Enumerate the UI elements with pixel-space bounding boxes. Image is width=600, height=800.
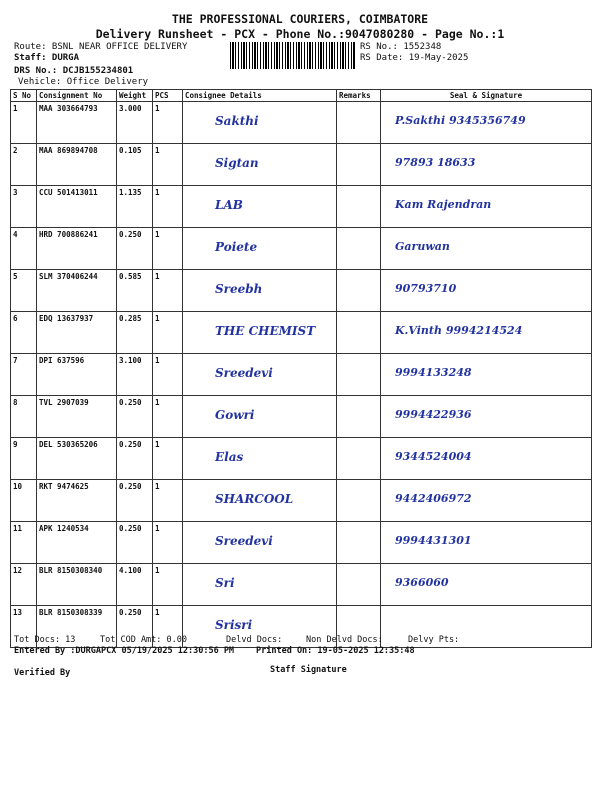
pcs-cell — [153, 270, 183, 312]
pcs-cell — [153, 438, 183, 480]
table-row — [11, 480, 592, 522]
table-row — [11, 522, 592, 564]
sno-text: 13 — [13, 608, 23, 617]
sno-cell — [11, 438, 37, 480]
consignee-cell — [183, 396, 337, 438]
consignment-cell — [37, 396, 117, 438]
sno-text: 6 — [13, 314, 18, 323]
remarks-cell — [337, 354, 381, 396]
pcs-text: 1 — [155, 566, 160, 575]
handwritten-signature: 9366060 — [395, 576, 449, 589]
col-sno: S No — [11, 90, 37, 102]
consignment-cell — [37, 564, 117, 606]
table-row — [11, 228, 592, 270]
signature-cell — [381, 564, 592, 606]
table-row — [11, 438, 592, 480]
handwritten-consignee: LAB — [215, 198, 243, 212]
weight-cell — [117, 102, 153, 144]
table-header-row — [11, 90, 592, 102]
col-weight: Weight — [117, 90, 153, 102]
table-row — [11, 312, 592, 354]
remarks-cell — [337, 186, 381, 228]
consignment-cell — [37, 522, 117, 564]
sno-text: 3 — [13, 188, 18, 197]
pcs-text: 1 — [155, 146, 160, 155]
total-cod: Tot COD Amt: 0.00 — [100, 635, 187, 645]
consignee-cell — [183, 228, 337, 270]
sno-cell — [11, 144, 37, 186]
weight-cell — [117, 480, 153, 522]
weight-cell — [117, 396, 153, 438]
weight-text: 0.250 — [119, 398, 142, 407]
consignment-text: RKT 9474625 — [39, 482, 89, 491]
handwritten-signature: 90793710 — [395, 282, 457, 295]
remarks-cell — [337, 228, 381, 270]
handwritten-consignee: Elas — [215, 450, 244, 464]
pcs-text: 1 — [155, 482, 160, 491]
handwritten-signature: K.Vinth 9994214524 — [395, 324, 523, 337]
runsheet-table — [10, 89, 592, 648]
consignee-cell — [183, 522, 337, 564]
consignment-text: EDQ 13637937 — [39, 314, 94, 323]
sno-text: 7 — [13, 356, 18, 365]
pcs-text: 1 — [155, 440, 160, 449]
barcode — [230, 42, 355, 69]
consignee-cell — [183, 564, 337, 606]
pcs-text: 1 — [155, 230, 160, 239]
sno-cell — [11, 270, 37, 312]
handwritten-signature: 97893 18633 — [395, 156, 476, 169]
table-row — [11, 606, 592, 648]
non-delivered-docs: Non Delvd Docs: — [306, 635, 383, 645]
pcs-cell — [153, 102, 183, 144]
consignment-cell — [37, 270, 117, 312]
signature-cell — [381, 228, 592, 270]
table-row — [11, 396, 592, 438]
table-row — [11, 144, 592, 186]
sno-text: 12 — [13, 566, 23, 575]
handwritten-signature: 9344524004 — [395, 450, 472, 463]
weight-cell — [117, 438, 153, 480]
col-remarks: Remarks — [337, 90, 381, 102]
sno-text: 10 — [13, 482, 23, 491]
handwritten-signature: 9994133248 — [395, 366, 472, 379]
consignee-cell — [183, 270, 337, 312]
table-row — [11, 564, 592, 606]
staff-label: Staff: DURGA — [14, 53, 80, 63]
consignment-cell — [37, 228, 117, 270]
sno-cell — [11, 312, 37, 354]
signature-cell — [381, 522, 592, 564]
route-label: Route: BSNL NEAR OFFICE DELIVERY — [14, 42, 188, 52]
remarks-cell — [337, 396, 381, 438]
sno-cell — [11, 186, 37, 228]
sno-cell — [11, 522, 37, 564]
weight-text: 0.250 — [119, 608, 142, 617]
sno-text: 9 — [13, 440, 18, 449]
consignment-text: MAA 303664793 — [39, 104, 98, 113]
sno-cell — [11, 564, 37, 606]
weight-cell — [117, 144, 153, 186]
consignee-cell — [183, 102, 337, 144]
consignment-text: TVL 2907039 — [39, 398, 89, 407]
consignment-text: APK 1240534 — [39, 524, 89, 533]
signature-cell — [381, 186, 592, 228]
pcs-text: 1 — [155, 356, 160, 365]
sno-text: 11 — [13, 524, 23, 533]
signature-cell — [381, 354, 592, 396]
consignment-text: DPI 637596 — [39, 356, 85, 365]
staff-signature-label: Staff Signature — [270, 665, 347, 675]
consignment-cell — [37, 102, 117, 144]
consignment-cell — [37, 438, 117, 480]
sno-text: 2 — [13, 146, 18, 155]
remarks-cell — [337, 102, 381, 144]
pcs-text: 1 — [155, 524, 160, 533]
handwritten-consignee: THE CHEMIST — [215, 324, 316, 338]
weight-cell — [117, 186, 153, 228]
consignment-text: SLM 370406244 — [39, 272, 98, 281]
weight-text: 1.135 — [119, 188, 142, 197]
table-row — [11, 270, 592, 312]
handwritten-consignee: Sri — [215, 576, 235, 590]
weight-cell — [117, 354, 153, 396]
consignment-cell — [37, 480, 117, 522]
consignee-cell — [183, 354, 337, 396]
company-title: THE PROFESSIONAL COURIERS, COIMBATORE — [171, 12, 429, 26]
entered-by: Entered By :DURGAPCX 05/19/2025 12:30:56 PM — [14, 646, 235, 656]
handwritten-signature: 9442406972 — [395, 492, 472, 505]
handwritten-consignee: Srisri — [215, 618, 253, 632]
consignment-cell — [37, 354, 117, 396]
pcs-cell — [153, 312, 183, 354]
handwritten-consignee: Sakthi — [215, 114, 259, 128]
signature-cell — [381, 438, 592, 480]
consignment-cell — [37, 312, 117, 354]
vehicle-label: Vehicle: Office Delivery — [18, 77, 149, 87]
consignment-cell — [37, 144, 117, 186]
consignee-cell — [183, 144, 337, 186]
consignee-cell — [183, 480, 337, 522]
rs-number: RS No.: 1552348 — [360, 42, 442, 52]
weight-text: 0.585 — [119, 272, 142, 281]
pcs-cell — [153, 144, 183, 186]
delivery-points: Delvy Pts: — [408, 635, 460, 645]
signature-cell — [381, 270, 592, 312]
pcs-text: 1 — [155, 272, 160, 281]
consignment-cell — [37, 186, 117, 228]
weight-text: 0.250 — [119, 440, 142, 449]
pcs-cell — [153, 480, 183, 522]
handwritten-consignee: Sreedevi — [215, 366, 273, 380]
verified-by: Verified By — [14, 668, 71, 678]
consignee-cell — [183, 438, 337, 480]
signature-cell — [381, 144, 592, 186]
sno-text: 1 — [13, 104, 18, 113]
consignee-cell — [183, 312, 337, 354]
handwritten-consignee: Gowri — [215, 408, 255, 422]
consignment-text: CCU 501413011 — [39, 188, 98, 197]
signature-cell — [381, 480, 592, 522]
pcs-text: 1 — [155, 104, 160, 113]
consignment-text: HRD 700886241 — [39, 230, 98, 239]
weight-text: 0.250 — [119, 482, 142, 491]
sno-cell — [11, 228, 37, 270]
sno-text: 4 — [13, 230, 18, 239]
col-pcs: PCS — [153, 90, 183, 102]
remarks-cell — [337, 564, 381, 606]
pcs-cell — [153, 354, 183, 396]
handwritten-consignee: SHARCOOL — [215, 492, 294, 506]
handwritten-signature: 9994431301 — [395, 534, 472, 547]
sno-cell — [11, 480, 37, 522]
remarks-cell — [337, 312, 381, 354]
remarks-cell — [337, 438, 381, 480]
pcs-text: 1 — [155, 314, 160, 323]
total-docs: Tot Docs: 13 — [14, 635, 76, 645]
signature-cell — [381, 396, 592, 438]
sno-cell — [11, 354, 37, 396]
weight-cell — [117, 312, 153, 354]
col-consignment: Consignment No — [37, 90, 117, 102]
remarks-cell — [337, 144, 381, 186]
weight-cell — [117, 270, 153, 312]
consignment-text: MAA 869894708 — [39, 146, 98, 155]
handwritten-signature: P.Sakthi 9345356749 — [395, 114, 526, 127]
drs-number: DRS No.: DCJB155234801 — [14, 66, 134, 76]
weight-text: 0.285 — [119, 314, 142, 323]
rs-date: RS Date: 19-May-2025 — [360, 53, 469, 63]
col-consignee: Consignee Details — [183, 90, 337, 102]
pcs-text: 1 — [155, 188, 160, 197]
consignee-cell — [183, 186, 337, 228]
handwritten-signature: 9994422936 — [395, 408, 472, 421]
pcs-cell — [153, 228, 183, 270]
weight-text: 3.100 — [119, 356, 142, 365]
table-row — [11, 102, 592, 144]
weight-text: 0.250 — [119, 524, 142, 533]
table-row — [11, 354, 592, 396]
signature-cell — [381, 102, 592, 144]
remarks-cell — [337, 522, 381, 564]
weight-text: 0.250 — [119, 230, 142, 239]
delivered-docs: Delvd Docs: — [226, 635, 283, 645]
handwritten-consignee: Sigtan — [215, 156, 259, 170]
table-row — [11, 186, 592, 228]
handwritten-signature: Kam Rajendran — [395, 198, 492, 211]
weight-text: 3.000 — [119, 104, 142, 113]
consignment-text: BLR 8150308339 — [39, 608, 103, 617]
handwritten-consignee: Sreebh — [215, 282, 263, 296]
pcs-cell — [153, 396, 183, 438]
sno-cell — [11, 102, 37, 144]
consignment-text: DEL 530365206 — [39, 440, 98, 449]
handwritten-consignee: Poiete — [215, 240, 258, 254]
printed-on: Printed On: 19-05-2025 12:35:48 — [256, 646, 415, 656]
handwritten-signature: Garuwan — [395, 240, 450, 253]
weight-cell — [117, 228, 153, 270]
weight-cell — [117, 564, 153, 606]
handwritten-consignee: Sreedevi — [215, 534, 273, 548]
sno-cell — [11, 396, 37, 438]
col-seal-signature: Seal & Signature — [381, 90, 592, 102]
weight-text: 0.105 — [119, 146, 142, 155]
remarks-cell — [337, 480, 381, 522]
consignment-text: BLR 8150308340 — [39, 566, 103, 575]
signature-cell — [381, 312, 592, 354]
remarks-cell — [337, 270, 381, 312]
runsheet-subtitle: Delivery Runsheet - PCX - Phone No.:9047080280 - Page No.:1 — [95, 27, 505, 41]
pcs-text: 1 — [155, 608, 160, 617]
pcs-cell — [153, 186, 183, 228]
weight-cell — [117, 522, 153, 564]
sno-text: 5 — [13, 272, 18, 281]
pcs-cell — [153, 522, 183, 564]
pcs-cell — [153, 564, 183, 606]
weight-text: 4.100 — [119, 566, 142, 575]
pcs-text: 1 — [155, 398, 160, 407]
sno-text: 8 — [13, 398, 18, 407]
